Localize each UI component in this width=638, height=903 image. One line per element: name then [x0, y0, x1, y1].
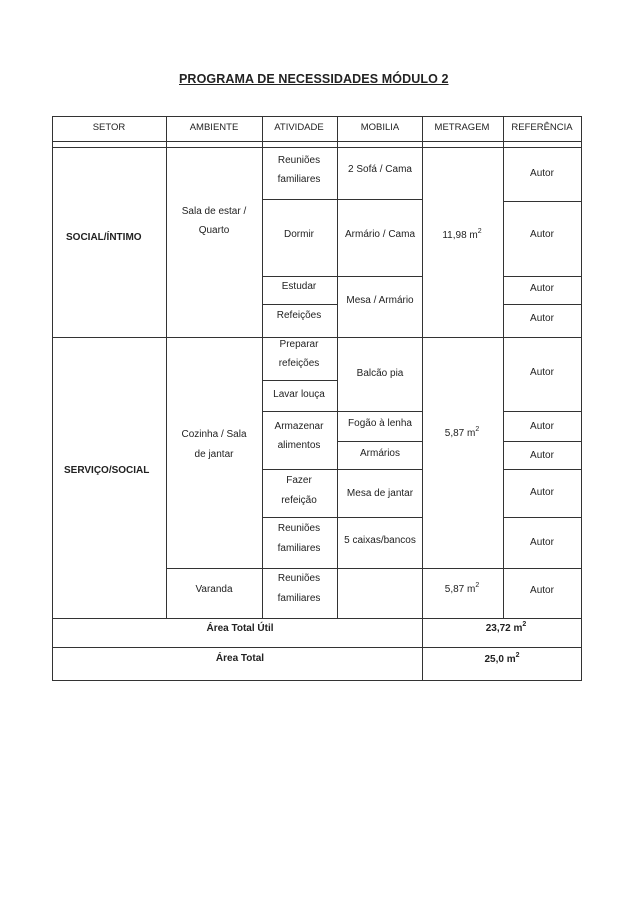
col-divider — [337, 116, 338, 618]
atividade-armazenar-line1: Armazenar — [274, 421, 324, 432]
mobilia-balcao: Balcão pia — [356, 368, 404, 379]
atividade-preparar-line1: Preparar — [279, 339, 319, 350]
mobilia-mesa-jantar: Mesa de jantar — [346, 488, 414, 499]
row-line — [337, 411, 422, 412]
header-setor: SETOR — [92, 122, 126, 133]
header-mobilia: MOBILIA — [360, 122, 400, 133]
atividade-refeicoes: Refeições — [276, 310, 322, 321]
area-total-label: Área Total — [215, 653, 265, 664]
ambiente-cozinha-line1: Cozinha / Sala — [181, 429, 247, 440]
atividade-preparar-line2: refeições — [278, 358, 320, 369]
row-line — [262, 304, 337, 305]
referencia-cell: Autor — [530, 367, 554, 378]
col-divider — [503, 116, 504, 618]
row-line — [262, 199, 337, 200]
row-line — [262, 469, 337, 470]
row-line — [262, 380, 337, 381]
row-line — [503, 201, 582, 202]
row-line — [503, 411, 582, 412]
page-title: PROGRAMA DE NECESSIDADES MÓDULO 2 — [179, 72, 449, 86]
mobilia-caixas: 5 caixas/bancos — [344, 535, 416, 546]
metragem-cozinha: 5,87 $m^2$ — [444, 425, 480, 439]
atividade-fazer-line1: Fazer — [286, 475, 312, 486]
row-line — [337, 469, 422, 470]
row-line — [262, 517, 337, 518]
atividade-reunioes-line2: familiares — [277, 174, 321, 185]
row-line — [337, 517, 422, 518]
table-border-left — [52, 116, 53, 680]
referencia-cell: Autor — [530, 313, 554, 324]
atividade-armazenar-line2: alimentos — [277, 440, 321, 451]
atividade-reunioes-line1: Reuniões — [277, 523, 321, 534]
setor-servico: SERVIÇO/SOCIAL — [64, 465, 150, 476]
referencia-cell: Autor — [530, 487, 554, 498]
mobilia-sofa: 2 Sofá / Cama — [348, 164, 412, 175]
table-border-right — [581, 116, 582, 680]
header-atividade: ATIVIDADE — [274, 122, 324, 133]
ambiente-sala-line2: Quarto — [198, 225, 230, 236]
row-line — [337, 199, 422, 200]
referencia-cell: Autor — [530, 585, 554, 596]
referencia-cell: Autor — [530, 168, 554, 179]
area-total-util-value: 23,72 $m^2$ — [485, 620, 527, 634]
setor-social: SOCIAL/ÍNTIMO — [66, 232, 142, 243]
totals-mid-divider — [52, 647, 582, 648]
varanda-divider — [166, 568, 582, 569]
ambiente-cozinha-line2: de jantar — [194, 449, 234, 460]
table-border-bottom — [52, 680, 582, 681]
mobilia-armario: Armário / Cama — [344, 229, 416, 240]
header-ambiente: AMBIENTE — [189, 122, 239, 133]
referencia-cell: Autor — [530, 283, 554, 294]
mobilia-armarios: Armários — [359, 448, 401, 459]
mobilia-mesa: Mesa / Armário — [346, 295, 414, 306]
metragem-social: 11,98 $m^2$ — [442, 227, 482, 241]
atividade-reunioes-line2: familiares — [277, 543, 321, 554]
col-divider — [166, 116, 167, 618]
header-referencia: REFERÊNCIA — [511, 122, 573, 133]
col-divider — [262, 116, 263, 618]
row-line — [262, 411, 337, 412]
atividade-reunioes-line1: Reuniões — [277, 155, 321, 166]
area-total-util-label: Área Total Útil — [206, 623, 274, 634]
atividade-varanda-line1: Reuniões — [277, 573, 321, 584]
row-line — [503, 517, 582, 518]
col-divider — [422, 116, 423, 618]
ambiente-varanda: Varanda — [195, 584, 233, 595]
mobilia-fogao: Fogão à lenha — [348, 418, 412, 429]
atividade-lavar: Lavar louça — [273, 389, 325, 400]
row-line — [503, 276, 582, 277]
row-line — [503, 441, 582, 442]
atividade-dormir: Dormir — [284, 229, 314, 240]
row-line — [503, 304, 582, 305]
atividade-varanda-line2: familiares — [277, 593, 321, 604]
row-line — [337, 441, 422, 442]
atividade-estudar: Estudar — [281, 281, 317, 292]
row-line — [503, 469, 582, 470]
ambiente-sala-line1: Sala de estar / — [181, 206, 247, 217]
referencia-cell: Autor — [530, 537, 554, 548]
area-total-value: 25,0 $m^2$ — [484, 651, 520, 665]
referencia-cell: Autor — [530, 229, 554, 240]
row-line — [337, 276, 422, 277]
referencia-cell: Autor — [530, 421, 554, 432]
metragem-varanda: 5,87 $m^2$ — [444, 581, 480, 595]
totals-col-divider — [422, 618, 423, 680]
atividade-fazer-line2: refeição — [281, 495, 317, 506]
referencia-cell: Autor — [530, 450, 554, 461]
header-metragem: METRAGEM — [434, 122, 490, 133]
